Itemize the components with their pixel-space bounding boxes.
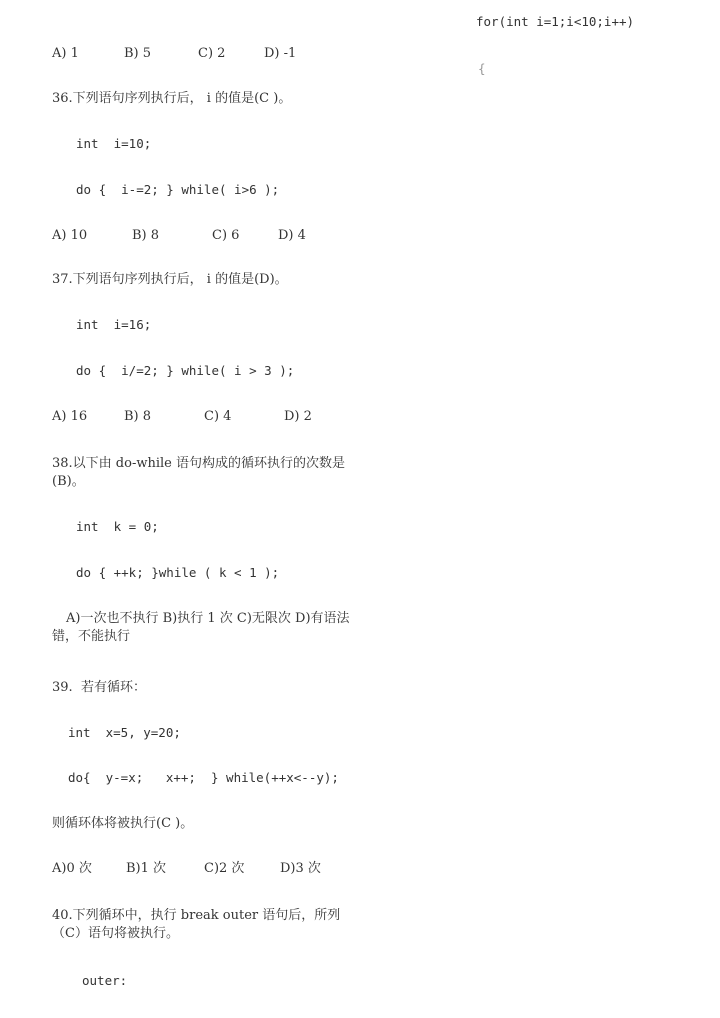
q36-question: 36.下列语句序列执行后， i 的值是(C )。 — [52, 91, 292, 106]
q37-option-b: B) 8 — [124, 409, 152, 424]
q36-option-b: B) 8 — [132, 228, 160, 243]
q35-option-a: A) 1 — [52, 46, 79, 61]
q36-option-d: D) 4 — [278, 228, 306, 243]
q38-options: A)一次也不执行 B)执行 1 次 C)无限次 D)有语法错，不能执行 — [52, 611, 350, 644]
q37-option-c: C) 4 — [204, 409, 232, 424]
q39-option-a: A)0 次 — [52, 861, 92, 876]
q35-option-c: C) 2 — [198, 46, 226, 61]
q37-option-d: D) 2 — [284, 409, 312, 424]
q39-statement: 则循环体将被执行(C )。 — [52, 816, 194, 831]
q38-code-2: do { ++k; }while ( k < 1 ); — [76, 565, 280, 580]
q40-question: 40.下列循环中，执行 break outer 语句后，所列（C）语句将被执行。 — [52, 908, 341, 941]
q39-option-d: D)3 次 — [280, 861, 321, 876]
q38-code-1: int k = 0; — [76, 519, 159, 534]
q35-option-b: B) 5 — [124, 46, 152, 61]
q40-code-1: outer: — [82, 973, 128, 988]
q37-option-a: A) 16 — [52, 409, 88, 424]
q39-option-b: B)1 次 — [126, 861, 167, 876]
q39-code-1: int x=5, y=20; — [68, 725, 181, 740]
q36-option-c: C) 6 — [212, 228, 240, 243]
q36-code-1: int i=10; — [76, 136, 152, 151]
q39-question: 39. 若有循环： — [52, 680, 146, 695]
q36-option-a: A) 10 — [52, 228, 88, 243]
q37-code-1: int i=16; — [76, 317, 152, 332]
q38-question: 38.以下由 do-while 语句构成的循环执行的次数是(B)。 — [52, 456, 345, 489]
q39-code-2: do{ y-=x; x++; } while(++x<--y); — [68, 770, 339, 785]
q35-option-d: D) -1 — [264, 46, 297, 61]
right-for-line: for(int i=1;i<10;i++) — [476, 14, 635, 29]
q39-option-c: C)2 次 — [204, 861, 245, 876]
q36-code-2: do { i-=2; } while( i>6 ); — [76, 182, 280, 197]
right-brace: { — [478, 61, 486, 76]
q37-code-2: do { i/=2; } while( i > 3 ); — [76, 363, 295, 378]
q37-question: 37.下列语句序列执行后， i 的值是(D)。 — [52, 272, 288, 287]
